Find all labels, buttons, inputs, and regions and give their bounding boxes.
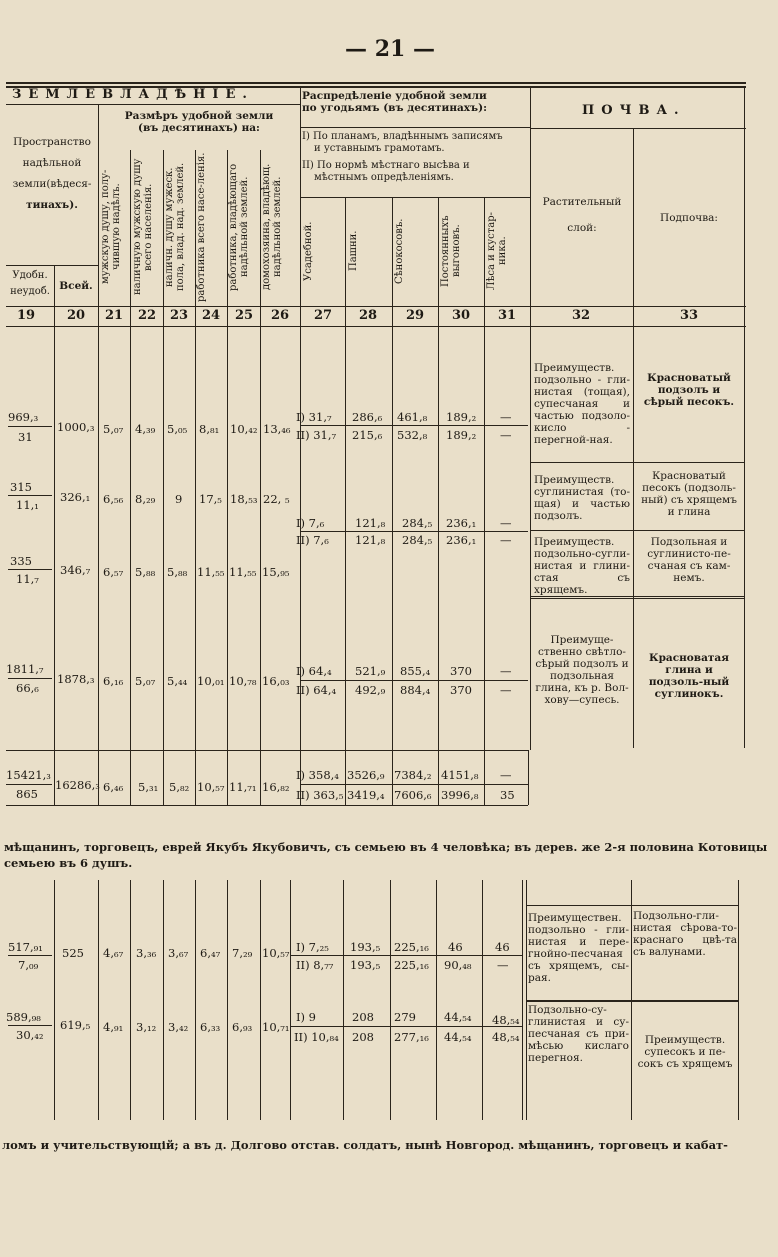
distribution-col-30-heading: Постоянныхъ выгоновъ. [440, 215, 462, 287]
col-rule [130, 880, 131, 1120]
cell: 3996,₈ [441, 788, 479, 802]
cell: 5,₈₂ [169, 780, 190, 794]
fraction-bar [8, 426, 52, 427]
cell: 236,₁ [446, 516, 477, 530]
col-rule [633, 128, 634, 748]
cell-topsoil: Преимуществ. подзольно-сугли-нистая и глини-стая съ хрящемъ. [534, 536, 630, 597]
col-rule [195, 750, 196, 805]
cell: I) 64,₄ [296, 664, 332, 678]
cell: 10,₇₈ [229, 674, 257, 688]
land-size-heading: Размѣръ удобной земли (въ десятинахъ) на: [124, 110, 274, 135]
cell: — [497, 958, 509, 972]
cell: 4,₃₉ [135, 422, 156, 436]
cell: 44,₅₄ [444, 1030, 472, 1044]
col-rule [484, 197, 485, 750]
cell: 7384,₂ [394, 768, 432, 782]
col-rule [744, 86, 745, 748]
cell: 11,₅₅ [229, 565, 257, 579]
col-rule [345, 197, 346, 750]
cell: 3,₄₂ [168, 1020, 189, 1034]
col-rule [392, 750, 393, 805]
header-bottom-rule [6, 306, 746, 307]
rule [530, 598, 744, 599]
column-number: 32 [571, 308, 591, 323]
cell: 46 [495, 940, 510, 954]
col-rule [227, 750, 228, 805]
footnote-line: мѣщанинъ, торговецъ, еврей Якубъ Якубовичъ, съ семьею въ 4 человѣка; въ дерев. же 2-я половина Котовицы [4, 840, 768, 854]
column-number: 25 [234, 308, 254, 323]
cell: 370 [450, 664, 472, 678]
cell: II) 363,₅ [296, 788, 344, 802]
cell-topsoil: Преимуще-ственно свѣтло-сѣрый подзолъ и подзольная глина, къ р. Вол-хову—супесь. [535, 634, 629, 707]
column-number: 23 [169, 308, 189, 323]
col-rule [227, 880, 228, 1120]
col-rule [163, 750, 164, 805]
cell: 48,₅₄ [492, 1030, 520, 1044]
cell-subsoil: Преимуществ. супесокъ и пе-сокъ съ хрящемъ [637, 1034, 733, 1071]
cell: 6,₅₆ [103, 492, 124, 506]
cell: 5,₃₁ [138, 780, 159, 794]
size-col-21-heading: мужскую душу, полу-чившую надѣлъ. [100, 169, 122, 285]
cell: I) 31,₇ [296, 410, 332, 424]
cell: 532,₈ [397, 428, 428, 442]
col-rule [528, 750, 529, 805]
cell: 16,₈₂ [262, 780, 290, 794]
cell-conv: 589,₉₈ [6, 1010, 41, 1024]
cell: 279 [394, 1010, 416, 1024]
cell: 7606,₆ [394, 788, 432, 802]
rule [6, 265, 98, 266]
col-rule [130, 750, 131, 805]
cell: 13,₄₆ [263, 422, 291, 436]
cell: 193,₅ [350, 958, 381, 972]
cell-subsoil: Красноватый подзолъ и сѣрый песокъ. [643, 372, 735, 409]
col-rule [98, 104, 99, 750]
cell: 22, ₅ [263, 492, 290, 506]
cell: 5,₀₇ [135, 674, 156, 688]
cell: 6,₃₃ [200, 1020, 221, 1034]
cell-total: 619,₅ [60, 1018, 91, 1032]
distribution-col-29-heading: Сѣнокосовъ. [394, 218, 405, 284]
size-col-23-heading: наличн. душу мужеск. пола, влад. над. землей. [164, 162, 186, 292]
cell-inconv: 11,₁ [16, 498, 39, 512]
cell: 461,₈ [397, 410, 428, 424]
fraction-bar [8, 1025, 52, 1026]
convenient-heading: Удобн. неудоб. [10, 270, 50, 297]
cell-total: 525 [62, 946, 84, 960]
rule [290, 955, 522, 956]
cell: 17,₅ [199, 492, 222, 506]
rule [300, 680, 528, 681]
cell: 492,₉ [355, 683, 386, 697]
cell: 286,₆ [352, 410, 383, 424]
cell: 189,₂ [446, 428, 477, 442]
cell: 18,₅₃ [230, 492, 258, 506]
column-number: 27 [313, 308, 333, 323]
cell: 225,₁₆ [394, 940, 429, 954]
fraction-bar [8, 678, 52, 679]
cell: II) 31,₇ [296, 428, 337, 442]
col-rule [54, 265, 55, 750]
rule [6, 750, 528, 751]
cell: 10,₅₇ [197, 780, 225, 794]
cell-conv: 969,₃ [8, 410, 39, 424]
allotment-area-heading: Пространство надѣльной земли(вѣдеся- тинахъ). [12, 136, 92, 212]
cell: — [500, 768, 512, 782]
cell-total: 16286,₃ [55, 778, 100, 792]
cell: 284,₅ [402, 533, 433, 547]
cell: 5,₈₈ [135, 565, 156, 579]
rule [290, 1026, 522, 1027]
cell: 208 [352, 1010, 374, 1024]
cell: I) 9 [296, 1010, 317, 1024]
size-col-25-heading: работника, владѣющаго надѣльной землей. [228, 163, 250, 291]
cell-total: 1878,₃ [57, 672, 95, 686]
cell: 5,₀₇ [103, 422, 124, 436]
cell: 215,₆ [352, 428, 383, 442]
rule [300, 784, 528, 785]
cell: 6,₁₆ [103, 674, 124, 688]
cell-inconv: 66,₆ [16, 681, 39, 695]
cell: 277,₁₆ [394, 1030, 429, 1044]
cell: 11,₇₁ [229, 780, 257, 794]
cell-total: 1000,₃ [57, 420, 95, 434]
cell: 521,₉ [355, 664, 386, 678]
subsoil-heading: Подпочва: [660, 212, 718, 224]
cell: 5,₈₈ [167, 565, 188, 579]
cell: 8,₈₁ [199, 422, 220, 436]
rule [300, 425, 528, 426]
cell: 3526,₉ [347, 768, 385, 782]
cell: 10,₅₇ [262, 946, 290, 960]
cell-topsoil: Преимуществен. подзольно - гли-нистая и пере-гнойно-песчаная съ хрящемъ, сы-рая. [528, 912, 629, 985]
rule [530, 530, 744, 531]
cell: 4151,₈ [441, 768, 479, 782]
cell: 10,₇₁ [262, 1020, 290, 1034]
col-rule [345, 750, 346, 805]
cell: II) 64,₄ [296, 683, 337, 697]
cell-topsoil: Преимуществ. подзольно - гли-нистая (тощая), супесчаная и частью подзоло-кисло - перегной-ная. [534, 362, 630, 447]
cell: 6,₄₇ [200, 946, 221, 960]
cell: 193,₅ [350, 940, 381, 954]
cell: I) 358,₄ [296, 768, 339, 782]
col-rule [392, 197, 393, 750]
rule [300, 531, 528, 532]
rule [526, 1000, 738, 1002]
fraction-bar [6, 784, 52, 785]
size-col-22-heading: наличную мужскую душу всего населенія. [132, 158, 154, 296]
cell: 4,₉₁ [103, 1020, 124, 1034]
col-rule [484, 750, 485, 805]
cell: II) 8,₇₇ [296, 958, 334, 972]
cell: 121,₈ [355, 533, 386, 547]
footnote-line: ломъ и учительствующій; а въ д. Долгово отстав. солдатъ, нынѣ Новгород. мѣщанинъ, торговецъ и кабат- [2, 1138, 728, 1152]
rule [526, 905, 738, 906]
cell: 7,₂₉ [232, 946, 253, 960]
cell: 8,₂₉ [135, 492, 156, 506]
cell-subsoil: Красноватая глина и подзоль-ный суглинокъ. [648, 652, 730, 701]
cell: 5,₄₄ [167, 674, 188, 688]
col-rule [390, 880, 391, 1120]
col-rule [522, 880, 523, 1120]
rule [300, 127, 530, 128]
col-rule [738, 880, 739, 1120]
col-rule [290, 880, 291, 1120]
cell: 225,₁₆ [394, 958, 429, 972]
col-rule [54, 750, 55, 805]
cell-conv: 1811,₇ [6, 662, 44, 676]
cell: 3419,₄ [347, 788, 385, 802]
cell-subsoil: Подзольно-гли-нистая сѣрова-то-краснаго цвѣ-та съ валунами. [633, 910, 737, 959]
cell-inconv: 11,₇ [16, 572, 39, 586]
cell: 189,₂ [446, 410, 477, 424]
cell: 16,₀₃ [262, 674, 290, 688]
cell: 5,₀₅ [167, 422, 188, 436]
column-number: 24 [201, 308, 221, 323]
col-rule [300, 750, 301, 805]
cell: 35 [500, 788, 515, 802]
distribution-notes: I) По планамъ, владѣннымъ записямъ и уставнымъ грамотамъ. II) По нормѣ мѣстнаго высѣва и мѣстнымъ опредѣленіямъ. [302, 131, 503, 183]
column-number: 30 [451, 308, 471, 323]
cell: 121,₈ [355, 516, 386, 530]
size-col-24-heading: работника всего насе-ленія. [196, 152, 207, 302]
cell-inconv: 30,₄₂ [16, 1028, 44, 1042]
cell: I) 7,₆ [296, 516, 325, 530]
cell-conv: 517,₉₁ [8, 940, 43, 954]
column-number: 22 [137, 308, 157, 323]
cell: 46 [448, 940, 463, 954]
rule [530, 462, 744, 463]
cell: 4,₆₇ [103, 946, 124, 960]
cell-subsoil: Подзольная и суглинисто-пе-счаная съ кам-немъ. [647, 536, 731, 585]
col-rule [54, 880, 55, 1120]
col-rule [343, 880, 344, 1120]
cell: I) 7,₂₅ [296, 940, 329, 954]
land-ownership-heading: ЗЕМЛЕВЛАДѢНІЕ. [12, 87, 254, 102]
distribution-heading: Распредѣленіе удобной земли по угодьямъ (въ десятинахъ): [302, 90, 487, 115]
cell-inconv: 865 [16, 787, 38, 801]
cell-subsoil: Красноватый песокъ (подзоль-ный) съ хрящемъ и глина [641, 470, 737, 519]
col-rule [130, 150, 131, 750]
cell: 236,₁ [446, 533, 477, 547]
col-rule [482, 880, 483, 1120]
fraction-bar [8, 569, 52, 570]
distribution-col-31-heading: Лѣса и кустар-ника. [486, 212, 508, 290]
cell: 884,₄ [400, 683, 431, 697]
cell: 3,₆₇ [168, 946, 189, 960]
cell: 48,₅₄ [492, 1013, 520, 1027]
column-number: 33 [679, 308, 699, 323]
cell: II) 7,₆ [296, 533, 329, 547]
cell-topsoil: Подзольно-су-глинистая и су-песчаная съ при-мѣсью кислаго перегноя. [528, 1004, 629, 1065]
cell: 6,₅₇ [103, 565, 124, 579]
col-rule [98, 750, 99, 805]
cell-conv: 15421,₃ [6, 768, 51, 782]
column-number: 21 [104, 308, 124, 323]
table-top-rule [6, 82, 746, 84]
size-col-26-heading: домохозяина, владѣющ. надѣльной землей. [261, 163, 283, 291]
topsoil-heading: Растительный слой: [542, 196, 622, 235]
column-number: 28 [358, 308, 378, 323]
column-number: 20 [66, 308, 86, 323]
soil-heading: ПОЧВА. [582, 103, 686, 118]
rule [530, 128, 746, 129]
cell: 10,₀₁ [197, 674, 225, 688]
total-heading: Всей. [59, 280, 93, 292]
cell-topsoil: Преимуществ. суглинистая (то-щая) и частью подзолъ. [534, 474, 630, 523]
col-rule [530, 86, 531, 750]
column-number: 26 [270, 308, 290, 323]
cell: — [500, 533, 512, 547]
cell: — [500, 664, 512, 678]
cell: 90,₄₈ [444, 958, 472, 972]
cell: 44,₅₄ [444, 1010, 472, 1024]
col-rule [163, 880, 164, 1120]
cell-total: 346,₇ [60, 563, 91, 577]
distribution-col-27-heading: Усадебной. [303, 221, 314, 281]
cell: 284,₅ [402, 516, 433, 530]
cell: II) 10,₈₄ [294, 1030, 339, 1044]
cell: — [500, 428, 512, 442]
rule [300, 197, 530, 198]
cell: — [500, 516, 512, 530]
col-rule [98, 880, 99, 1120]
col-rule [260, 880, 261, 1120]
col-rule [436, 880, 437, 1120]
rule [6, 104, 300, 105]
cell: — [500, 683, 512, 697]
column-number: 31 [497, 308, 517, 323]
cell-total: 326,₁ [60, 490, 91, 504]
cell: 208 [352, 1030, 374, 1044]
column-number: 29 [405, 308, 425, 323]
cell: 10,₄₂ [230, 422, 258, 436]
colnum-bottom-rule [6, 326, 746, 327]
cell: 855,₄ [400, 664, 431, 678]
col-rule [260, 750, 261, 805]
rule [6, 805, 528, 806]
cell-inconv: 31 [18, 430, 33, 444]
cell: 6,₄₆ [103, 780, 124, 794]
distribution-col-28-heading: Пашни. [348, 230, 359, 272]
cell: 11,₅₅ [197, 565, 225, 579]
cell: 9 [175, 492, 183, 506]
fraction-bar [8, 495, 52, 496]
column-number: 19 [16, 308, 36, 323]
cell-conv: 335 [10, 554, 32, 568]
footnote-line: семьею въ 6 душъ. [4, 856, 133, 870]
fraction-bar [8, 955, 52, 956]
cell: 6,₉₃ [232, 1020, 253, 1034]
cell-conv: 315 [10, 480, 32, 494]
cell: 3,₁₂ [136, 1020, 157, 1034]
col-rule [438, 750, 439, 805]
cell: 3,₃₆ [136, 946, 157, 960]
col-rule [195, 880, 196, 1120]
cell-inconv: 7,₀₉ [18, 958, 39, 972]
page-number: — 21 — [345, 36, 435, 62]
cell: — [500, 410, 512, 424]
cell: 15,₉₅ [262, 565, 290, 579]
col-rule [438, 197, 439, 750]
cell: 370 [450, 683, 472, 697]
